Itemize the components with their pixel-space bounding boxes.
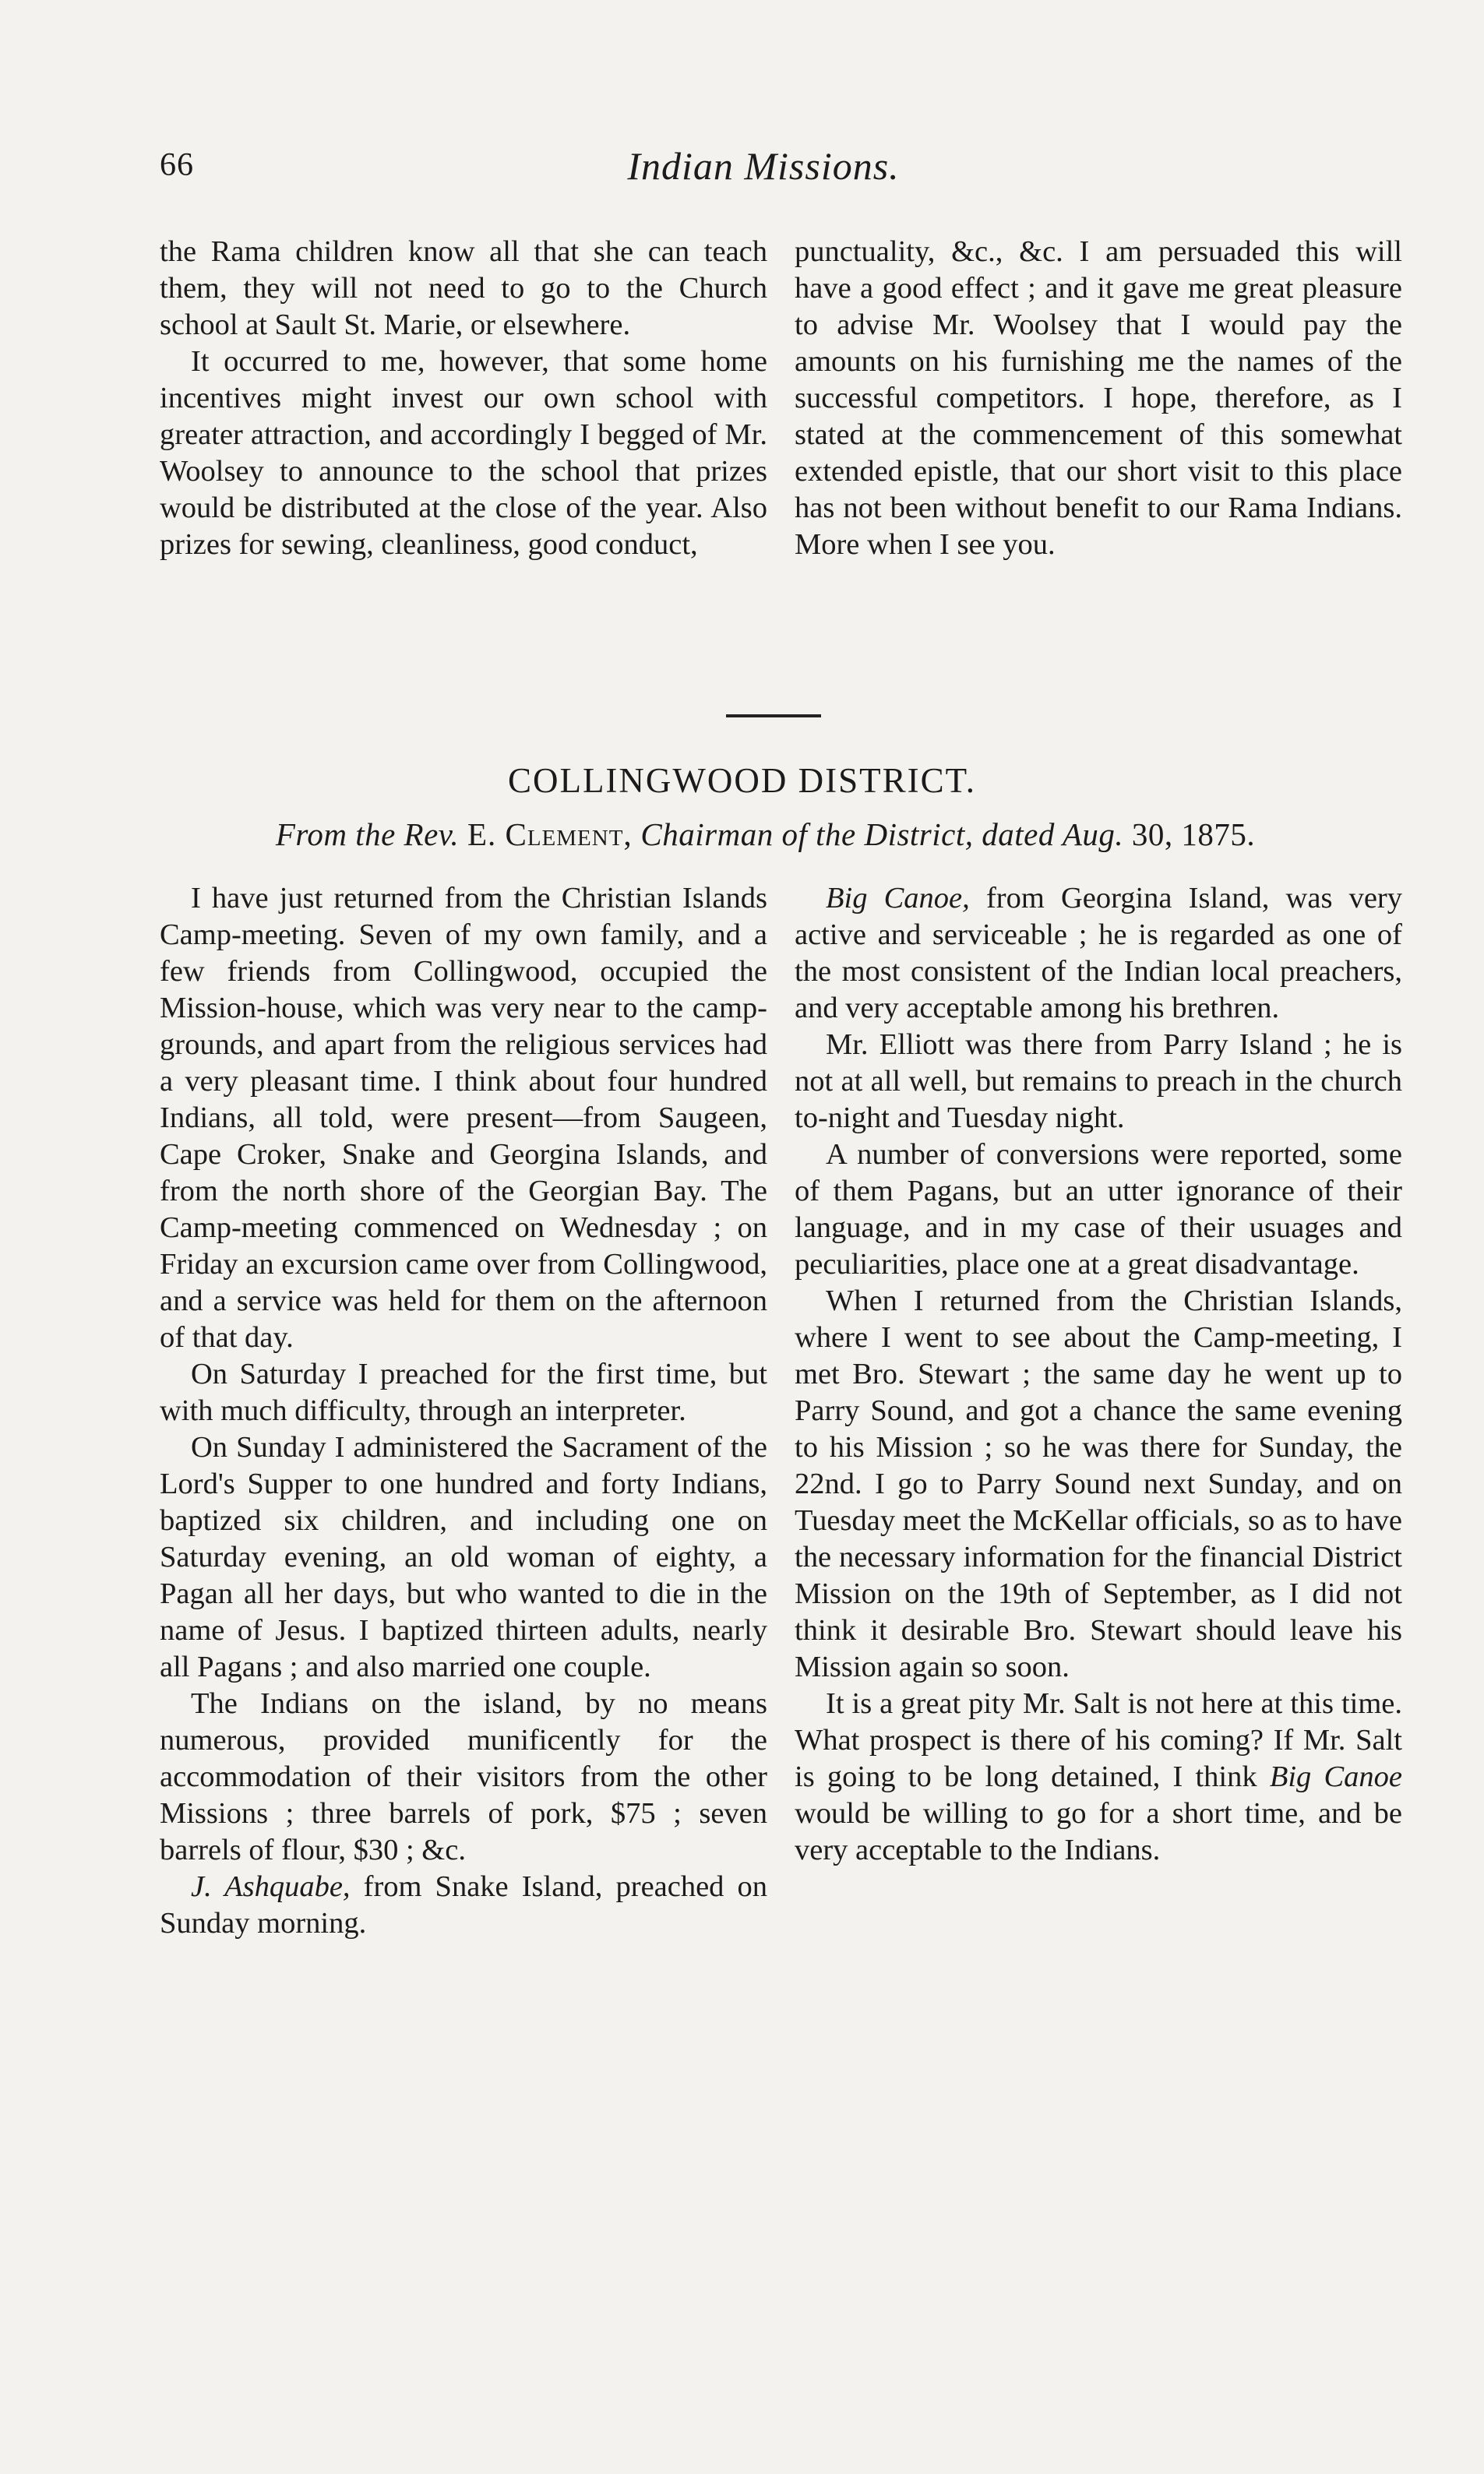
paragraph: [160, 1869, 767, 1942]
paragraph-text: from Snake Island, preached on Sunday morning.: [160, 1870, 767, 1940]
paragraph: When I returned from the Christian Islands, where I went to see about the Camp-meeting, I met Bro. Stewart ; the same day he went up to Parry Sound, and got a chance the same evening to his Mission ; so he was there for Sunday, the 22nd. I go to Parry Sound next Sunday, and on Tuesday meet the McKellar officials, so as to have the necessary information for the financial District Mission on the 19th of September, as I did not think it desirable Bro. Stewart should leave his Mission again so soon.: [795, 1285, 1402, 1683]
dateline-from: From the Rev.: [275, 816, 460, 852]
paragraph-text: It is a great pity Mr. Salt is not here at this time. What prospect is there of his coming? If Mr. Salt is going to be long detained, I think: [795, 1687, 1402, 1793]
paragraph: [795, 880, 1402, 1027]
letter-right-column: [795, 880, 1402, 1869]
paragraph-text: would be willing to go for a short time, and be very acceptable to the Indians.: [795, 1797, 1402, 1866]
paragraph: punctuality, &c., &c. I am persuaded this will have a good effect ; and it gave me great pleasure to advise Mr. Woolsey that I would pay the amounts on his furnishing me the names of the successful competitors. I hope, therefore, as I stated at the commencement of this somewhat extended epistle, that our short visit to this place has not been without benefit to our Rama Indians. More when I see you.: [795, 235, 1402, 561]
paragraph: On Saturday I preached for the first time, but with much difficulty, through an interpreter.: [160, 1358, 767, 1427]
dateline: [160, 816, 1371, 853]
top-left-column: [160, 234, 767, 563]
dateline-name: E. Clement,: [467, 816, 633, 852]
page-header: [160, 146, 1367, 201]
paragraph-text: from Georgina Island, was very active and serviceable ; he is regarded as one of the most consistent of the Indian local preachers, and very acceptable among his brethren.: [795, 882, 1403, 1024]
section-divider: [726, 714, 821, 717]
paragraph: [795, 1686, 1402, 1869]
dateline-date: 30, 1875.: [1131, 816, 1256, 852]
letter-left-column: [160, 880, 767, 1942]
page-number: 66: [160, 147, 194, 183]
dateline-role: Chairman of the District, dated Aug.: [640, 816, 1124, 852]
paragraph: It occurred to me, however, that some home incentives might invest our own school with greater attraction, and accordingly I begged of Mr. Woolsey to announce to the school that prizes would be distributed at the close of the year. Also prizes for sewing, cleanliness, good conduct,: [160, 345, 767, 561]
running-title: Indian Missions.: [627, 144, 900, 188]
paragraph: On Sunday I administered the Sacrament of the Lord's Supper to one hundred and forty Indians, baptized six children, and including one on Saturday evening, an old woman of eighty, a Pagan all her days, but who wanted to die in the name of Jesus. I baptized thirteen adults, nearly all Pagans ; and also married one couple.: [160, 1431, 767, 1683]
paragraph: Mr. Elliott was there from Parry Island ; he is not at all well, but remains to preach in the church to-night and Tuesday night.: [795, 1028, 1402, 1134]
person-name: Big Canoe,: [826, 882, 970, 915]
person-name: Big Canoe: [1269, 1760, 1403, 1793]
paragraph: The Indians on the island, by no means numerous, provided munificently for the accommodation of their visitors from the other Missions ; three barrels of pork, $75 ; seven barrels of flour, $30 ; &c.: [160, 1687, 767, 1866]
top-right-column: [795, 234, 1402, 563]
paragraph: A number of conversions were reported, some of them Pagans, but an utter ignorance of their language, and in my case of their usuages and peculiarities, place one at a great disadvantage.: [795, 1138, 1402, 1281]
person-name: J. Ashquabe,: [191, 1870, 351, 1903]
paragraph: the Rama children know all that she can teach them, they will not need to go to the Church school at Sault St. Marie, or elsewhere.: [160, 235, 767, 341]
paragraph: I have just returned from the Christian Islands Camp-meeting. Seven of my own family, and a few friends from Collingwood, occupied the Mission-house, which was very near to the camp-grounds, and apart from the religious services had a very pleasant time. I think about four hundred Indians, all told, were present—from Saugeen, Cape Croker, Snake and Georgina Islands, and from the north shore of the Georgian Bay. The Camp-meeting commenced on Wednesday ; on Friday an excursion came over from Collingwood, and a service was held for them on the afternoon of that day.: [160, 882, 767, 1354]
section-heading: COLLINGWOOD DISTRICT.: [507, 761, 977, 800]
